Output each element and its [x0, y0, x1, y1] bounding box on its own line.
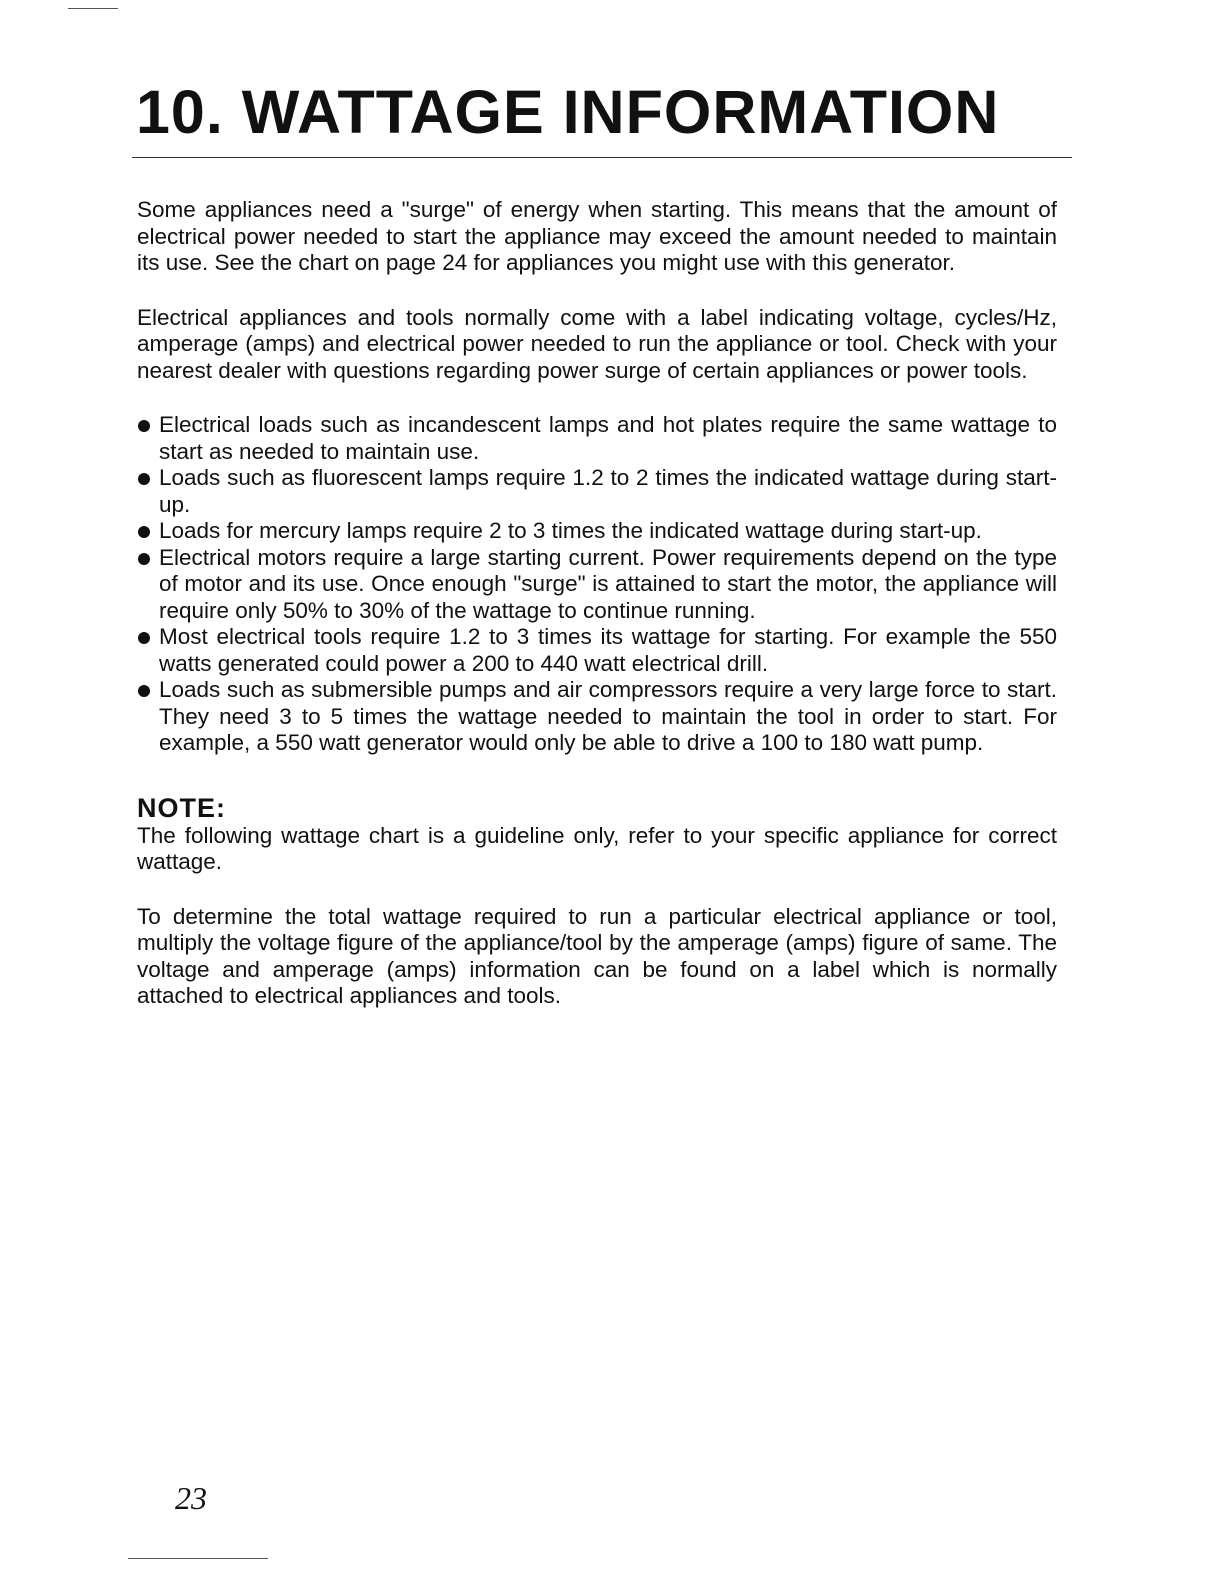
list-item-text: Most electrical tools require 1.2 to 3 times its wattage for starting. For example the 550 watts generated could power a 200 to 440 watt electrical drill.: [159, 624, 1057, 676]
list-item: [137, 677, 1057, 757]
list-item-text: Loads for mercury lamps require 2 to 3 times the indicated wattage during start-up.: [159, 518, 982, 543]
list-item: [137, 545, 1057, 625]
bullet-icon: [138, 420, 150, 432]
list-item-text: Electrical loads such as incandescent lamps and hot plates require the same wattage to start as needed to maintain use.: [159, 412, 1057, 464]
intro-paragraph: Some appliances need a "surge" of energy when starting. This means that the amount of electrical power needed to start the appliance may exceed the amount needed to maintain its use. See the chart on page 24 for appliances you might use with this generator.: [137, 197, 1057, 275]
list-item: [137, 465, 1057, 518]
bullet-icon: [138, 473, 150, 485]
page-body: [137, 197, 1057, 1010]
list-item: [137, 624, 1057, 677]
top-corner-rule: [68, 8, 118, 9]
bottom-corner-rule: [128, 1558, 268, 1559]
page-number: 23: [175, 1480, 207, 1516]
list-item: [137, 412, 1057, 465]
closing-paragraph: To determine the total wattage required to run a particular electrical appliance or tool, multiply the voltage figure of the appliance/tool by the amperage (amps) figure of same. The voltage and amperage (amps) information can be found on a label which is normally attached to electrical appliances and tools.: [137, 903, 1057, 1008]
bullet-icon: [138, 632, 150, 644]
list-item-text: Loads such as submersible pumps and air compressors require a very large force to start. They need 3 to 5 times the wattage needed to maintain the tool in order to start. For example, a 550 watt generator would only be able to drive a 100 to 180 watt pump.: [159, 677, 1057, 755]
load-requirements-list: [137, 412, 1057, 757]
note-heading: NOTE:: [137, 792, 226, 823]
title-underline: [132, 157, 1072, 158]
bullet-icon: [138, 526, 150, 538]
bullet-icon: [138, 685, 150, 697]
label-paragraph: Electrical appliances and tools normally come with a label indicating voltage, cycles/Hz, amperage (amps) and electrical power needed to run the appliance or tool. Check with your nearest dealer with questions regarding power surge of certain appliances or power tools.: [137, 304, 1057, 383]
list-item: [137, 518, 1057, 545]
list-item-text: Electrical motors require a large starting current. Power requirements depend on the type of motor and its use. Once enough "surge" is attained to start the motor, the appliance will require only 50% to 30% of the wattage to continue running.: [159, 544, 1057, 623]
list-item-text: Loads such as fluorescent lamps require 1.2 to 2 times the indicated wattage during start-up.: [159, 465, 1057, 517]
note-text: The following wattage chart is a guideline only, refer to your specific appliance for correct wattage.: [137, 822, 1057, 874]
page-title: 10. WATTAGE INFORMATION: [136, 78, 1000, 146]
bullet-icon: [138, 553, 150, 565]
